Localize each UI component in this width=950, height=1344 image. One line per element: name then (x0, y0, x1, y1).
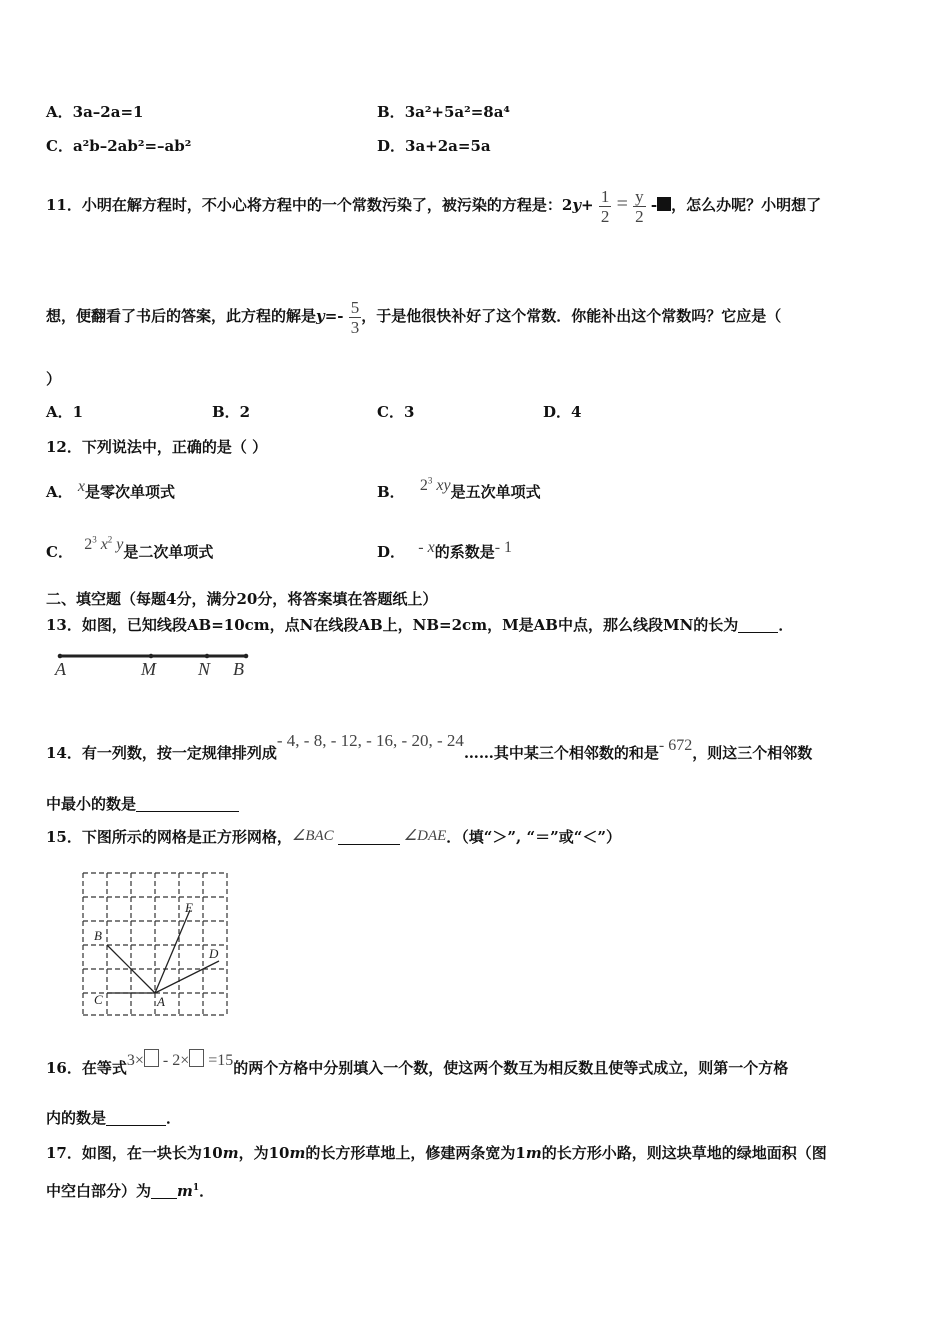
label-a: A (157, 994, 165, 1009)
q11-option-d: D．4 (543, 403, 582, 421)
point-n (205, 654, 210, 659)
q10-option-d-text: 3a+2a=5a (405, 137, 491, 155)
q10-option-d: D．3a+2a=5a (377, 137, 491, 155)
q10-option-c-text: a²b–2ab²=–ab² (72, 137, 192, 155)
q14-sum: - 672 (658, 737, 693, 754)
point-m (149, 654, 154, 659)
ink-blot-square (657, 197, 671, 211)
q13-answer-blank (738, 632, 778, 633)
q12-option-c: C． $2^3$ $x^2$ y是二次单项式 (46, 534, 214, 561)
q11-option-c: C．3 (377, 403, 415, 421)
angle-lines (107, 910, 219, 993)
label-d: D (209, 946, 219, 961)
q11-option-a: A．1 (46, 403, 84, 421)
dashed-grid (83, 873, 227, 1015)
q13-stem: 13．如图，已知线段AB=10cm，点N在线段AB上，NB=2cm，M是AB中点，那么线段MN的长为 ． (46, 616, 794, 634)
q16-equation: 3× - 2× =15 (127, 1052, 233, 1069)
q10-option-b-text: 3a²+5a²=8a⁴ (404, 103, 511, 121)
q10-option-a: A．3a–2a=1 (46, 103, 144, 121)
q15-grid-figure (78, 868, 234, 1020)
label-b: B (94, 928, 102, 943)
q11-fraction-1: $\frac{1}{2}$ (600, 186, 610, 226)
q14-line1: 14．有一列数，按一定规律排列成- 4, - 8, - 12, - 16, - 20, - 24……其中某三个相邻数的和是- 672，则这三个相邻数 (46, 731, 813, 762)
section-heading: 二、填空题（每题4分，满分20分，将答案填在答题纸上） (46, 590, 438, 608)
label-e: E (185, 900, 193, 915)
q16-blank-box-1 (144, 1049, 159, 1067)
label-b: B (233, 659, 244, 679)
ray-ae (155, 910, 190, 993)
q15-angle-dae: ∠DAE (403, 828, 447, 844)
q12-option-d: D． - x的系数是- 1 (377, 539, 513, 561)
q11-option-b: B．2 (212, 403, 251, 421)
q11-fraction-3: $\frac{5}{3}$ (350, 297, 360, 337)
q11-line3: ） (46, 370, 62, 388)
label-a: A (55, 659, 66, 679)
q16-line1: 16．在等式3× - 2× =15的两个方格中分别填入一个数，使这两个数互为相反数且使等式成立，则第一个方格 (46, 1050, 788, 1087)
q13-segment-figure (50, 648, 260, 680)
q10-option-c: C．a²b–2ab²=–ab² (46, 137, 192, 155)
q12-option-a: A． x是零次单项式 (46, 478, 175, 501)
q12-option-b: B． $2^3$ xy是五次单项式 (377, 475, 541, 501)
q16-line2: 内的数是 ． (46, 1109, 182, 1127)
q15-stem: 15．下图所示的网格是正方形网格，∠BAC ∠DAE．（填“＞”, “＝”或“＜”） (46, 828, 621, 846)
q17-answer-blank (151, 1198, 177, 1199)
q12-stem: 12．下列说法中，正确的是（ ） (46, 438, 268, 456)
q11-line1: 11．小明在解方程时，不小心将方程中的一个常数污染了，被污染的方程是：2y+ $\frac{1}{2}$ = $\frac{y}{2}$ - ，怎么办呢？小明想了 (46, 186, 822, 226)
ray-ad (155, 961, 219, 993)
q16-answer-blank (106, 1125, 166, 1126)
q11-fraction-2: $\frac{y}{2}$ (635, 186, 644, 226)
q15-answer-blank (338, 844, 400, 845)
point-a (58, 654, 63, 659)
q14-answer-blank (136, 811, 239, 812)
q10-option-a-text: 3a–2a=1 (72, 103, 144, 121)
label-n: N (198, 659, 211, 679)
q15-angle-bac: ∠BAC (291, 828, 334, 844)
label-m: M (141, 659, 156, 679)
q17-line1: 17．如图，在一块长为10m，为10m的长方形草地上，修建两条宽为1m的长方形小路，则这块草地的绿地面积（图 (46, 1144, 827, 1162)
q17-line2: 中空白部分）为 $m^1$． (46, 1182, 215, 1200)
q14-sequence: - 4, - 8, - 12, - 16, - 20, - 24 (276, 731, 464, 750)
point-b (244, 654, 249, 659)
q10-option-b: B．3a²+5a²=8a⁴ (377, 103, 511, 121)
q16-blank-box-2 (189, 1049, 204, 1067)
q14-line2: 中最小的数是 (46, 794, 239, 814)
q11-line2: 想，便翻看了书后的答案，此方程的解是y=- $\frac{5}{3}$ ，于是他很快补好了这个常数．你能补出这个常数吗？它应是（ (46, 297, 782, 337)
label-c: C (94, 992, 103, 1007)
